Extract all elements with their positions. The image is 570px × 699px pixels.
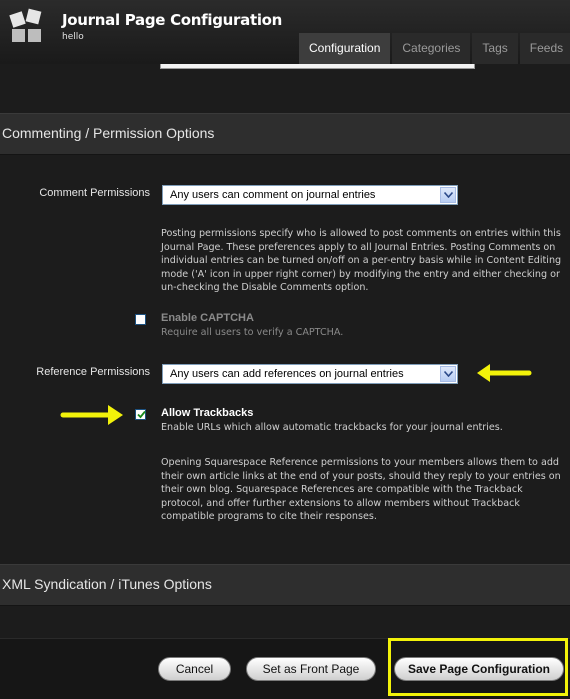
trackbacks-label: Allow Trackbacks [161,407,254,419]
trackbacks-checkbox[interactable] [135,409,146,420]
captcha-label: Enable CAPTCHA [161,312,254,324]
page-title: Journal Page Configuration [62,11,283,29]
reference-permissions-select[interactable] [162,364,458,384]
tab-bar [299,33,570,64]
cancel-button[interactable]: Cancel [158,657,231,681]
reference-help: Opening Squarespace Reference permissions to your members allows them to add their own article links at the end of your posts, should they reply to your entries on their own blog. Squarespace References are compatible with the Trackback protocol, and offer further extensions to allow members without Trackback compatible programs to cite their responses. [161,457,561,522]
save-configuration-button[interactable]: Save Page Configuration [394,657,564,681]
checkmark-icon [137,410,146,419]
comment-permissions-select[interactable] [162,185,458,205]
scrolled-field[interactable] [160,64,475,69]
commenting-section-header [0,113,570,155]
yellow-arrow-right-icon [60,403,126,427]
captcha-checkbox[interactable] [135,314,146,325]
section-title: Commenting / Permission Options [2,125,215,141]
section-title: XML Syndication / iTunes Options [2,576,212,592]
chevron-down-icon[interactable] [440,366,456,382]
reference-permissions-label: Reference Permissions [36,366,150,378]
comment-permissions-help: Posting permissions specify who is allowed to post comments on entries within this Journal Page. These preferences apply to all Journal Entries. Posting Comments on individual entries can be turned on/off on a per-entry basis while in Content Editing mode ('A' icon in upper right corner) by modifying the entry and either checking or un-checking the Disable Comments option. [161,228,562,293]
set-front-page-button[interactable]: Set as Front Page [246,657,376,681]
highlight-annotation [388,638,568,696]
tab-configuration[interactable]: Configuration [299,33,390,64]
page-subtitle: hello [62,32,84,42]
comment-permissions-value: Any users can comment on journal entries [170,189,376,201]
yellow-arrow-left-icon [474,362,532,384]
tab-tags[interactable]: Tags [472,33,517,64]
trackbacks-description: Enable URLs which allow automatic trackbacks for your journal entries. [161,422,503,433]
squarespace-logo-icon [11,10,45,44]
captcha-description: Require all users to verify a CAPTCHA. [161,327,344,338]
reference-permissions-value: Any users can add references on journal entries [170,368,404,380]
tab-categories[interactable]: Categories [392,33,470,64]
tab-feeds[interactable]: Feeds [520,33,570,64]
configuration-panel [0,64,570,638]
chevron-down-icon[interactable] [440,187,456,203]
comment-permissions-label: Comment Permissions [39,187,150,199]
syndication-section-header [0,564,570,606]
app-header [0,0,570,64]
